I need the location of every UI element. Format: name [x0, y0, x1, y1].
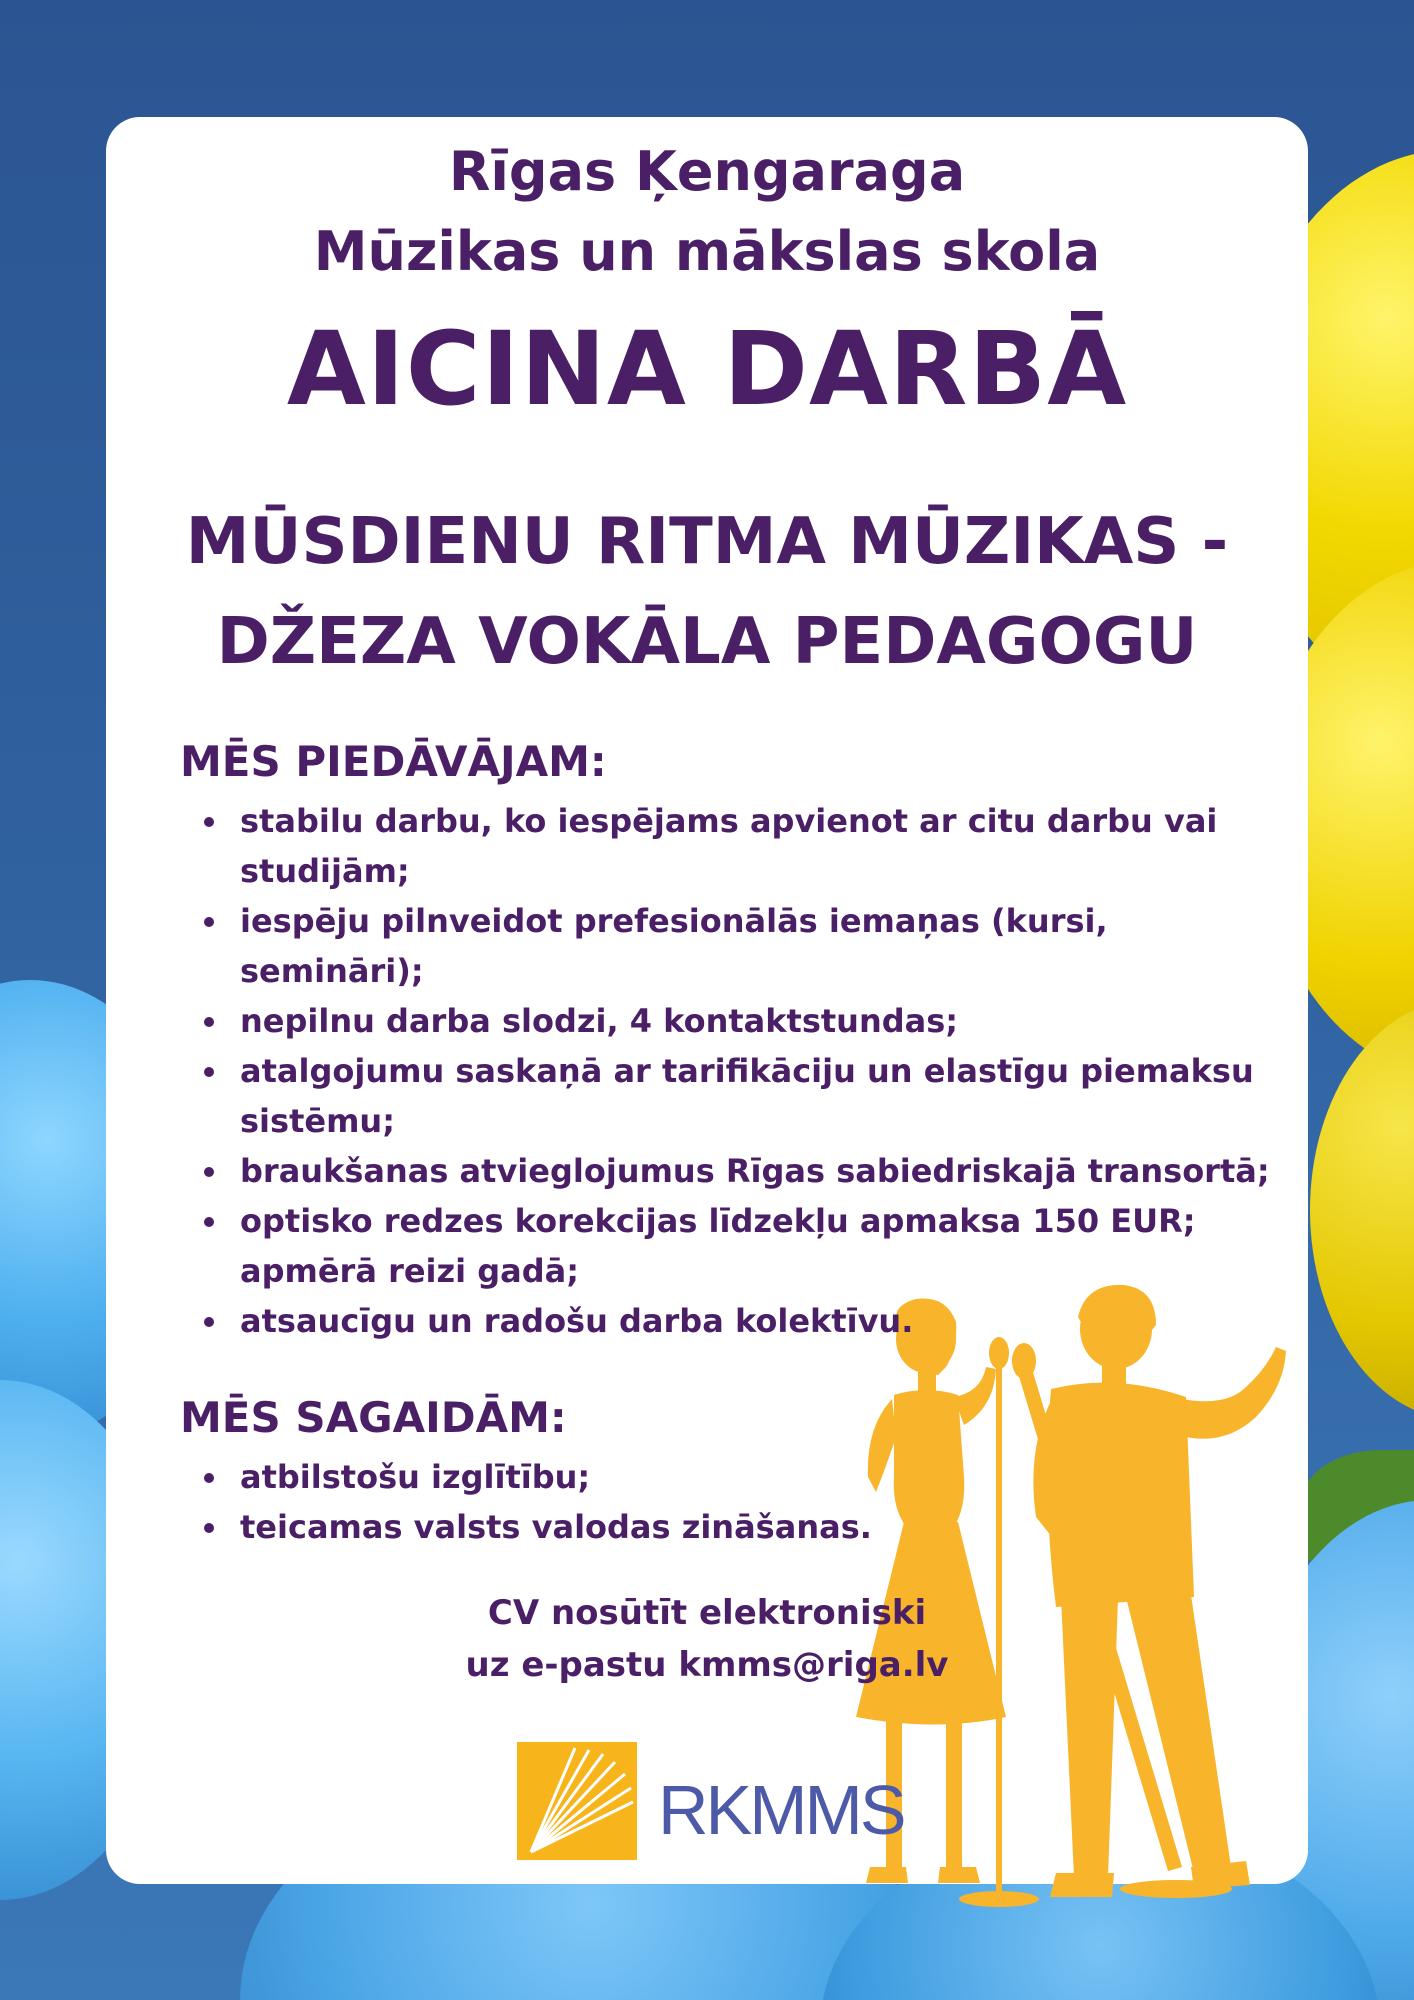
position-title-line-1: MŪSDIENU RITMA MŪZIKAS - — [185, 505, 1229, 579]
contact-line-1: CV nosūtīt elektroniski — [487, 1593, 927, 1633]
headline: AICINA DARBĀ — [286, 310, 1128, 429]
school-name-line-1: Rīgas Ķengaraga — [448, 140, 966, 203]
list-item: atbilstošu izglītību; — [240, 1452, 1270, 1502]
offer-section-title: MĒS PIEDĀVĀJAM: — [180, 737, 607, 786]
list-item: teicamas valsts valodas zināšanas. — [240, 1502, 1270, 1552]
logo-rays-icon — [517, 1742, 637, 1860]
expect-list — [240, 1452, 1270, 1552]
yellow-balloon — [1310, 1000, 1414, 1420]
list-item: atalgojumu saskaņā ar tarifikāciju un elastīgu piemaksu sistēmu; — [240, 1046, 1270, 1146]
school-name-line-2: Mūzikas un mākslas skola — [313, 220, 1101, 283]
list-item: optisko redzes korekcijas līdzekļu apmaksa 150 EUR; apmērā reizi gadā; — [240, 1196, 1270, 1296]
list-item: atsaucīgu un radošu darba kolektīvu. — [240, 1296, 1270, 1346]
position-title-line-2: DŽEZA VOKĀLA PEDAGOGU — [216, 605, 1198, 679]
contact-line-2: uz e-pastu kmms@riga.lv — [465, 1645, 949, 1685]
expect-section-title: MĒS SAGAIDĀM: — [180, 1393, 567, 1442]
list-item: iespēju pilnveidot prefesionālās iemaņas (kursi, semināri); — [240, 896, 1270, 996]
list-item: braukšanas atvieglojumus Rīgas sabiedriskajā transortā; — [240, 1146, 1270, 1196]
logo-text: RKMMS — [658, 1771, 904, 1849]
poster-card — [106, 117, 1308, 1884]
list-item: nepilnu darba slodzi, 4 kontaktstundas; — [240, 996, 1270, 1046]
list-item: stabilu darbu, ko iespējams apvienot ar citu darbu vai studijām; — [240, 796, 1270, 896]
offer-list — [240, 796, 1270, 1346]
